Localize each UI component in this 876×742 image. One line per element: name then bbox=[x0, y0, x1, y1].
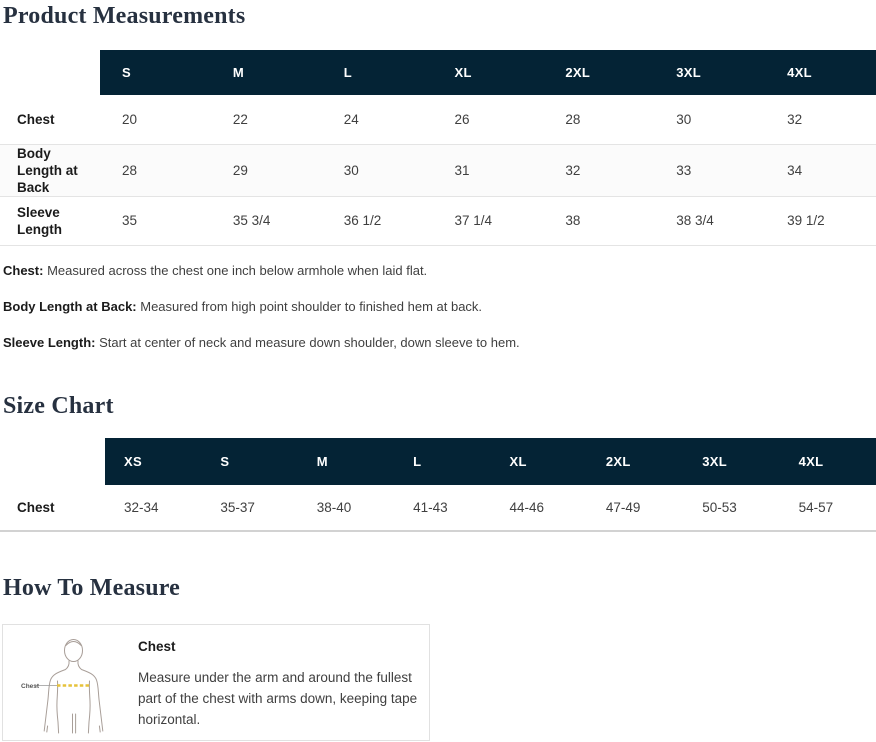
size-column-header: 4XL bbox=[780, 438, 876, 485]
measurement-cell: 28 bbox=[100, 144, 211, 196]
measurement-definitions bbox=[0, 263, 876, 350]
table-corner-cell bbox=[0, 50, 100, 95]
measurement-cell: 34 bbox=[765, 144, 876, 196]
measurement-cell: 30 bbox=[654, 95, 765, 144]
size-column-header: M bbox=[298, 438, 394, 485]
size-chart-title: Size Chart bbox=[3, 392, 114, 419]
measurement-cell: 35-37 bbox=[201, 485, 297, 531]
size-column-header: S bbox=[100, 50, 211, 95]
table-row bbox=[0, 196, 876, 245]
row-label: Chest bbox=[0, 95, 100, 144]
measurement-cell: 32 bbox=[543, 144, 654, 196]
table-row bbox=[0, 485, 876, 531]
measurement-cell: 22 bbox=[211, 95, 322, 144]
size-column-header: L bbox=[322, 50, 433, 95]
row-label: Chest bbox=[0, 485, 105, 531]
definition-line bbox=[3, 335, 876, 350]
measurement-cell: 28 bbox=[543, 95, 654, 144]
measurement-cell: 50-53 bbox=[683, 485, 779, 531]
size-column-header: S bbox=[201, 438, 297, 485]
measurement-cell: 29 bbox=[211, 144, 322, 196]
size-column-header: 3XL bbox=[683, 438, 779, 485]
figure-chest-label: Chest bbox=[21, 682, 40, 690]
measurement-cell: 36 1/2 bbox=[322, 196, 433, 245]
row-label: Sleeve Length bbox=[0, 196, 100, 245]
measurement-cell: 33 bbox=[654, 144, 765, 196]
definition-term: Chest: bbox=[3, 262, 44, 278]
size-column-header: L bbox=[394, 438, 490, 485]
size-chart-table bbox=[0, 438, 876, 532]
size-column-header: XL bbox=[433, 50, 544, 95]
table-row bbox=[0, 95, 876, 144]
size-column-header: 3XL bbox=[654, 50, 765, 95]
how-to-measure-title: How To Measure bbox=[3, 574, 181, 601]
measurement-cell: 47-49 bbox=[587, 485, 683, 531]
how-to-measure-card bbox=[2, 624, 430, 741]
size-column-header: 4XL bbox=[765, 50, 876, 95]
measurement-cell: 37 1/4 bbox=[433, 196, 544, 245]
measurement-cell: 31 bbox=[433, 144, 544, 196]
size-column-header: 2XL bbox=[543, 50, 654, 95]
size-column-header: XS bbox=[105, 438, 201, 485]
chest-measure-figure bbox=[21, 638, 121, 734]
measurement-cell: 38 3/4 bbox=[654, 196, 765, 245]
measurement-cell: 35 3/4 bbox=[211, 196, 322, 245]
table-corner-cell bbox=[0, 438, 105, 485]
product-measurements-title: Product Measurements bbox=[3, 3, 246, 29]
definition-line bbox=[3, 299, 876, 314]
measurement-cell: 26 bbox=[433, 95, 544, 144]
measurement-cell: 39 1/2 bbox=[765, 196, 876, 245]
measurement-cell: 38 bbox=[543, 196, 654, 245]
card-title: Chest bbox=[138, 638, 176, 654]
definition-term: Sleeve Length: bbox=[3, 334, 96, 350]
measurement-cell: 32 bbox=[765, 95, 876, 144]
measurement-cell: 35 bbox=[100, 196, 211, 245]
measurement-cell: 54-57 bbox=[780, 485, 876, 531]
definition-text: Measured from high point shoulder to finished hem at back. bbox=[136, 298, 483, 314]
measurement-cell: 32-34 bbox=[105, 485, 201, 531]
definition-line bbox=[3, 263, 876, 278]
definition-text: Start at center of neck and measure down shoulder, down sleeve to hem. bbox=[95, 334, 520, 350]
row-label: Body Length at Back bbox=[0, 144, 100, 196]
body-outline-illustration bbox=[21, 638, 121, 734]
measurement-cell: 41-43 bbox=[394, 485, 490, 531]
definition-term: Body Length at Back: bbox=[3, 298, 137, 314]
measurement-cell: 30 bbox=[322, 144, 433, 196]
measurement-cell: 20 bbox=[100, 95, 211, 144]
measurement-cell: 38-40 bbox=[298, 485, 394, 531]
size-column-header: XL bbox=[491, 438, 587, 485]
table-row bbox=[0, 144, 876, 196]
definition-text: Measured across the chest one inch below armhole when laid flat. bbox=[43, 262, 428, 278]
measurement-cell: 44-46 bbox=[491, 485, 587, 531]
card-description: Measure under the arm and around the fullest part of the chest with arms down, keeping tape horizontal. bbox=[138, 669, 418, 727]
size-column-header: 2XL bbox=[587, 438, 683, 485]
product-measurements-table bbox=[0, 50, 876, 246]
measure-instructions bbox=[138, 639, 423, 730]
measurement-cell: 24 bbox=[322, 95, 433, 144]
size-column-header: M bbox=[211, 50, 322, 95]
